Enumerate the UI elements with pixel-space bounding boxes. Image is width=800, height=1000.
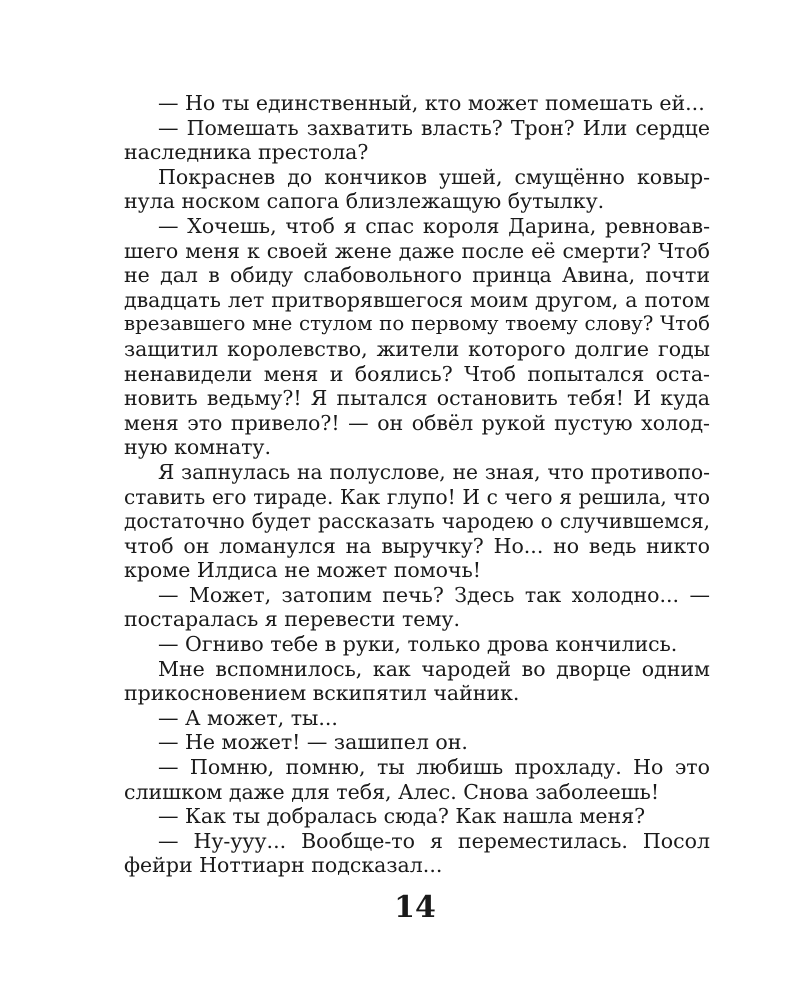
text-line: — Хочешь, чтоб я спас короля Дарина, ревновав- [158,213,710,238]
text-line: врезавшего мне стулом по первому твоему слову? Чтоб [124,312,710,336]
text-line: — Как ты добралась сюда? Как нашла меня? [158,804,646,829]
page-text [124,91,710,878]
text-line: защитил королевство, жители которого долгие годы [124,336,710,361]
text-line: Покраснев до кончиков ушей, смущённо ковыр- [158,164,710,189]
text-line: ставить его тираде. Как глупо! И с чего я решила, что [124,484,710,509]
text-line: Я запнулась на полуслове, не зная, что противопо- [158,459,710,484]
text-line: достаточно будет рассказать чародею о случившемся, [124,509,710,534]
text-line: шего меня к своей жене даже после её смерти? Чтоб [124,238,710,263]
text-line: наследника престола? [124,140,369,165]
text-line: ную комнату. [124,435,271,460]
text-line: — Может, затопим печь? Здесь так холодно... — [158,582,710,607]
text-line: — Помешать захватить власть? Трон? Или сердце [158,115,710,140]
text-line: кроме Илдиса не может помочь! [124,558,481,583]
text-line: новить ведьму?! Я пытался остановить тебя! И куда [124,386,710,411]
text-line: слишком даже для тебя, Алес. Снова заболеешь! [124,779,660,804]
text-line: — Но ты единственный, кто может помешать ей... [158,91,705,115]
text-line: ненавидели меня и боялись? Чтоб попытался оста- [124,361,710,386]
text-line: фейри Ноттиарн подсказал... [124,853,443,878]
page-number: 14 [394,890,436,925]
text-line: — А может, ты... [158,705,338,730]
text-line: Мне вспомнилось, как чародей во дворце одним [158,656,710,681]
text-line: прикосновением вскипятил чайник. [124,681,520,706]
text-line: — Огниво тебе в руки, только дрова кончились. [158,632,678,657]
text-line: не дал в обиду слабовольного принца Авина, почти [124,263,710,288]
text-line: — Не может! — зашипел он. [158,730,468,755]
text-line: — Ну-ууу... Вообще-то я переместилась. Посол [158,828,710,853]
text-line: нула носком сапога близлежащую бутылку. [124,189,605,214]
text-line: постаралась я перевести тему. [124,607,460,632]
text-line: — Помню, помню, ты любишь прохладу. Но это [158,755,710,780]
text-line: чтоб он ломанулся на выручку? Но... но ведь никто [124,533,710,558]
text-line: двадцать лет притворявшегося моим другом, а потом [124,287,710,312]
text-line: меня это привело?! — он обвёл рукой пустую холод- [124,410,710,435]
